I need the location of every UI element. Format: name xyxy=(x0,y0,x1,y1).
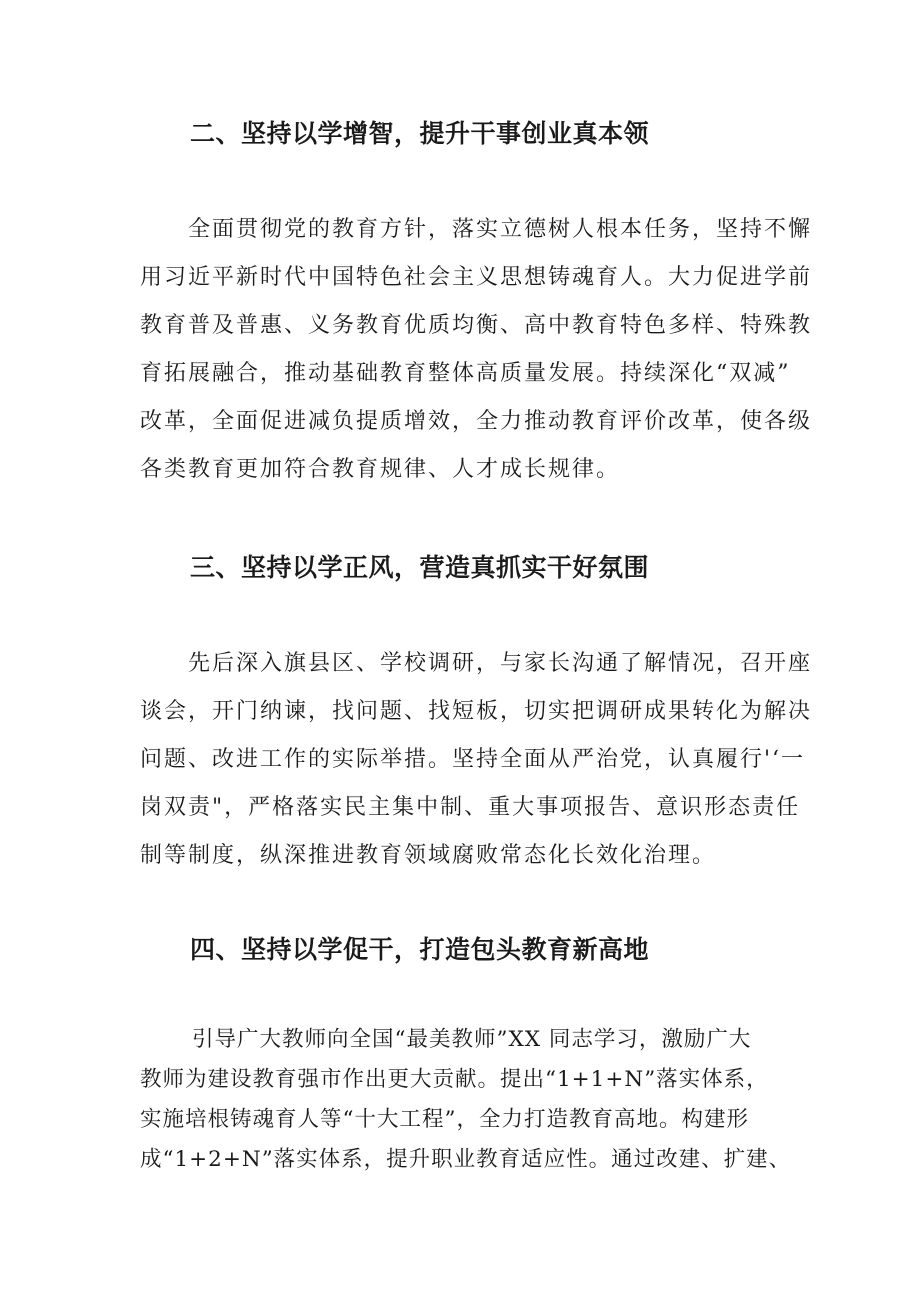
paragraph-line: 制等制度，纵深推进教育领域腐败常态化长效化治理。 xyxy=(140,843,717,868)
paragraph-line: 教师为建设教育强市作出更大贡献。提出“1+1+N”落实体系， xyxy=(140,1067,769,1092)
paragraph-line: 问题、改进工作的实际举措。坚持全面从严治党，认真履行'‘一 xyxy=(140,747,806,772)
paragraph-line: 谈会，开门纳谏，找问题、找短板，切实把调研成果转化为解决 xyxy=(140,699,813,724)
section-heading-2: 二、坚持以学增智，提升干事创业真本领 xyxy=(190,119,650,148)
paragraph-line: 引导广大教师向全国“最美教师”XX 同志学习，激励广大 xyxy=(192,1027,752,1052)
paragraph-line: 实施培根铸魂育人等“十大工程”，全力打造教育高地。构建形 xyxy=(140,1107,749,1132)
section-paragraph-2 xyxy=(140,206,813,494)
paragraph-line: 各类教育更加符合教育规律、人才成长规律。 xyxy=(140,457,621,482)
section-heading-3: 三、坚持以学正风，营造真抓实干好氛围 xyxy=(190,553,650,582)
paragraph-line: 岗双责"，严格落实民主集中制、重大事项报告、意识形态责任 xyxy=(140,795,801,820)
paragraph-line: 全面贯彻党的教育方针，落实立德树人根本任务，坚持不懈 xyxy=(188,217,813,242)
section-paragraph-3 xyxy=(140,640,813,880)
section-heading-4: 四、坚持以学促干，打造包头教育新高地 xyxy=(190,935,650,964)
paragraph-line: 教育普及普惠、义务教育优质均衡、高中教育特色多样、特殊教 xyxy=(140,313,813,338)
section-paragraph-4 xyxy=(140,1020,800,1180)
paragraph-line: 育拓展融合，推动基础教育整体高质量发展。持续深化“双减” xyxy=(140,361,791,386)
paragraph-line: 用习近平新时代中国特色社会主义思想铸魂育人。大力促进学前 xyxy=(140,265,813,290)
paragraph-line: 成“1+2+N”落实体系，提升职业教育适应性。通过改建、扩建、 xyxy=(140,1147,792,1172)
paragraph-line: 先后深入旗县区、学校调研，与家长沟通了解情况，召开座 xyxy=(188,651,813,676)
paragraph-line: 改革，全面促进减负提质增效，全力推动教育评价改革，使各级 xyxy=(140,409,813,434)
